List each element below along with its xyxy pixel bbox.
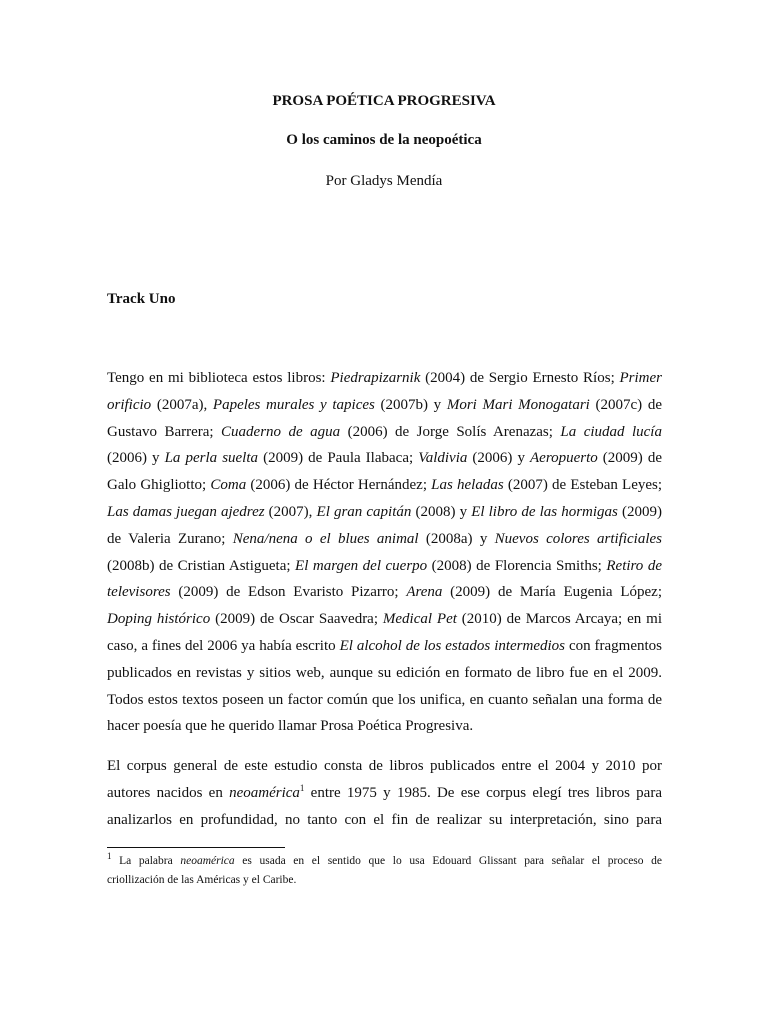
text-run: criollización de las Américas y el Caribe. <box>107 874 297 886</box>
section-heading: Track Uno <box>107 291 176 307</box>
text-run: (2007) de Esteban Leyes; <box>503 477 663 494</box>
text-run: (2009) de Paula Ilabaca; <box>258 450 419 467</box>
text-line <box>107 713 662 740</box>
text-line <box>107 472 662 499</box>
italic-title: neoamérica <box>229 784 300 801</box>
italic-title: El gran capitán <box>316 503 412 520</box>
footnote <box>107 852 662 890</box>
italic-title: Doping histórico <box>107 611 211 628</box>
footnote-rule <box>107 847 285 848</box>
text-run: autores nacidos en <box>107 784 230 801</box>
text-line <box>107 753 662 780</box>
italic-title: Nuevos colores artificiales <box>494 530 662 547</box>
text-run: (2009) <box>617 503 662 520</box>
italic-title: Coma <box>210 477 247 494</box>
text-run: (2008) de Florencia Smiths; <box>427 557 607 574</box>
italic-title: Las heladas <box>431 477 504 494</box>
italic-title: Mori Mari Monogatari <box>446 396 590 413</box>
italic-title: El alcohol de los estados intermedios <box>339 637 566 654</box>
text-run: (2009) de <box>597 450 663 467</box>
text-run: (2007c) de <box>589 396 662 413</box>
document-subtitle: O los caminos de la neopoética <box>286 132 482 148</box>
text-line <box>107 807 662 834</box>
text-run: entre 1975 y 1985. De ese corpus elegí tres libros para <box>304 784 662 801</box>
text-line <box>107 445 662 472</box>
text-run: con fragmentos <box>565 637 663 654</box>
text-run: (2007b) y <box>374 396 447 413</box>
text-run: (2008) y <box>411 503 472 520</box>
text-run: (2004) de Sergio Ernesto Ríos; <box>420 370 620 386</box>
text-line <box>107 499 662 526</box>
italic-title: Las damas juegan ajedrez <box>107 503 265 520</box>
text-run: (2006) de Jorge Solís Arenazas; <box>340 423 561 440</box>
text-line <box>107 365 662 392</box>
document-title: PROSA POÉTICA PROGRESIVA <box>272 93 496 109</box>
text-line <box>107 419 662 446</box>
text-run: La palabra <box>111 855 181 867</box>
text-run: (2008a) y <box>418 530 495 547</box>
italic-title: Cuaderno de agua <box>221 423 341 440</box>
text-line <box>107 579 662 606</box>
text-run: (2006) y <box>107 450 165 467</box>
text-run: (2007a), <box>151 396 213 413</box>
text-line <box>107 606 662 633</box>
italic-title: Valdivia <box>418 450 468 467</box>
text-line <box>107 392 662 419</box>
text-run: de Valeria Zurano; <box>107 530 233 547</box>
text-line <box>107 633 662 660</box>
italic-title: televisores <box>107 584 171 601</box>
text-line <box>107 526 662 553</box>
text-line <box>107 871 662 890</box>
text-run: analizarlos en profundidad, no tanto con el fin de realizar su interpretación, sino para <box>107 811 662 828</box>
italic-title: Aeropuerto <box>530 450 598 467</box>
text-run: (2010) de Marcos Arcaya; en mi <box>456 611 662 628</box>
text-line <box>107 687 662 714</box>
italic-title: orificio <box>107 396 152 413</box>
italic-title: Nena/nena o el blues animal <box>232 530 419 547</box>
text-run: (2006) y <box>467 450 530 467</box>
text-run: Todos estos textos poseen un factor común que los unifica, en cuanto señalan una forma de <box>107 691 662 708</box>
text-line <box>107 780 662 807</box>
italic-title: El libro de las hormigas <box>471 503 618 520</box>
text-run: (2009) de María Eugenia López; <box>442 584 662 601</box>
footnote-marker: 1 <box>107 851 112 862</box>
footnote-marker: 1 <box>299 782 305 793</box>
italic-title: Medical Pet <box>382 611 457 628</box>
text-run: publicados en revistas y sitios web, aunque su edición en formato de libro fue en el 2009. <box>107 664 662 681</box>
text-run: (2007), <box>264 503 317 520</box>
text-run: El corpus general de este estudio consta de libros publicados entre el 2004 y 2010 por <box>107 758 662 774</box>
text-run: (2008b) de Cristian Astigueta; <box>107 557 296 574</box>
text-run: es usada en el sentido que lo usa Edouard Glissant para señalar el proceso de <box>234 855 663 867</box>
author-byline: Por Gladys Mendía <box>325 173 443 189</box>
text-line <box>107 660 662 687</box>
paragraph-1 <box>107 365 662 740</box>
italic-title: Papeles murales y tapices <box>212 396 375 413</box>
paragraph-2 <box>107 753 662 833</box>
italic-title: Arena <box>406 584 443 601</box>
italic-title: neoamérica <box>180 855 235 867</box>
text-run: (2009) de Oscar Saavedra; <box>210 611 383 628</box>
text-run: (2009) de Edson Evaristo Pizarro; <box>170 584 407 601</box>
text-run: (2006) de Héctor Hernández; <box>246 477 432 494</box>
text-run: Tengo en mi biblioteca estos libros: <box>107 370 331 386</box>
italic-title: Piedrapizarnik <box>330 370 421 386</box>
italic-title: La ciudad lucía <box>560 423 662 440</box>
italic-title: Retiro de <box>606 557 662 574</box>
italic-title: La perla suelta <box>164 450 259 467</box>
text-run: Gustavo Barrera; <box>107 423 222 440</box>
text-line <box>107 852 662 871</box>
text-run: Galo Ghigliotto; <box>107 477 211 494</box>
text-line <box>107 553 662 580</box>
text-run: hacer poesía que he querido llamar Prosa Poética Progresiva. <box>107 718 474 735</box>
italic-title: El margen del cuerpo <box>295 557 428 574</box>
italic-title: Primer <box>619 370 662 386</box>
text-run: caso, a fines del 2006 ya había escrito <box>107 637 340 654</box>
